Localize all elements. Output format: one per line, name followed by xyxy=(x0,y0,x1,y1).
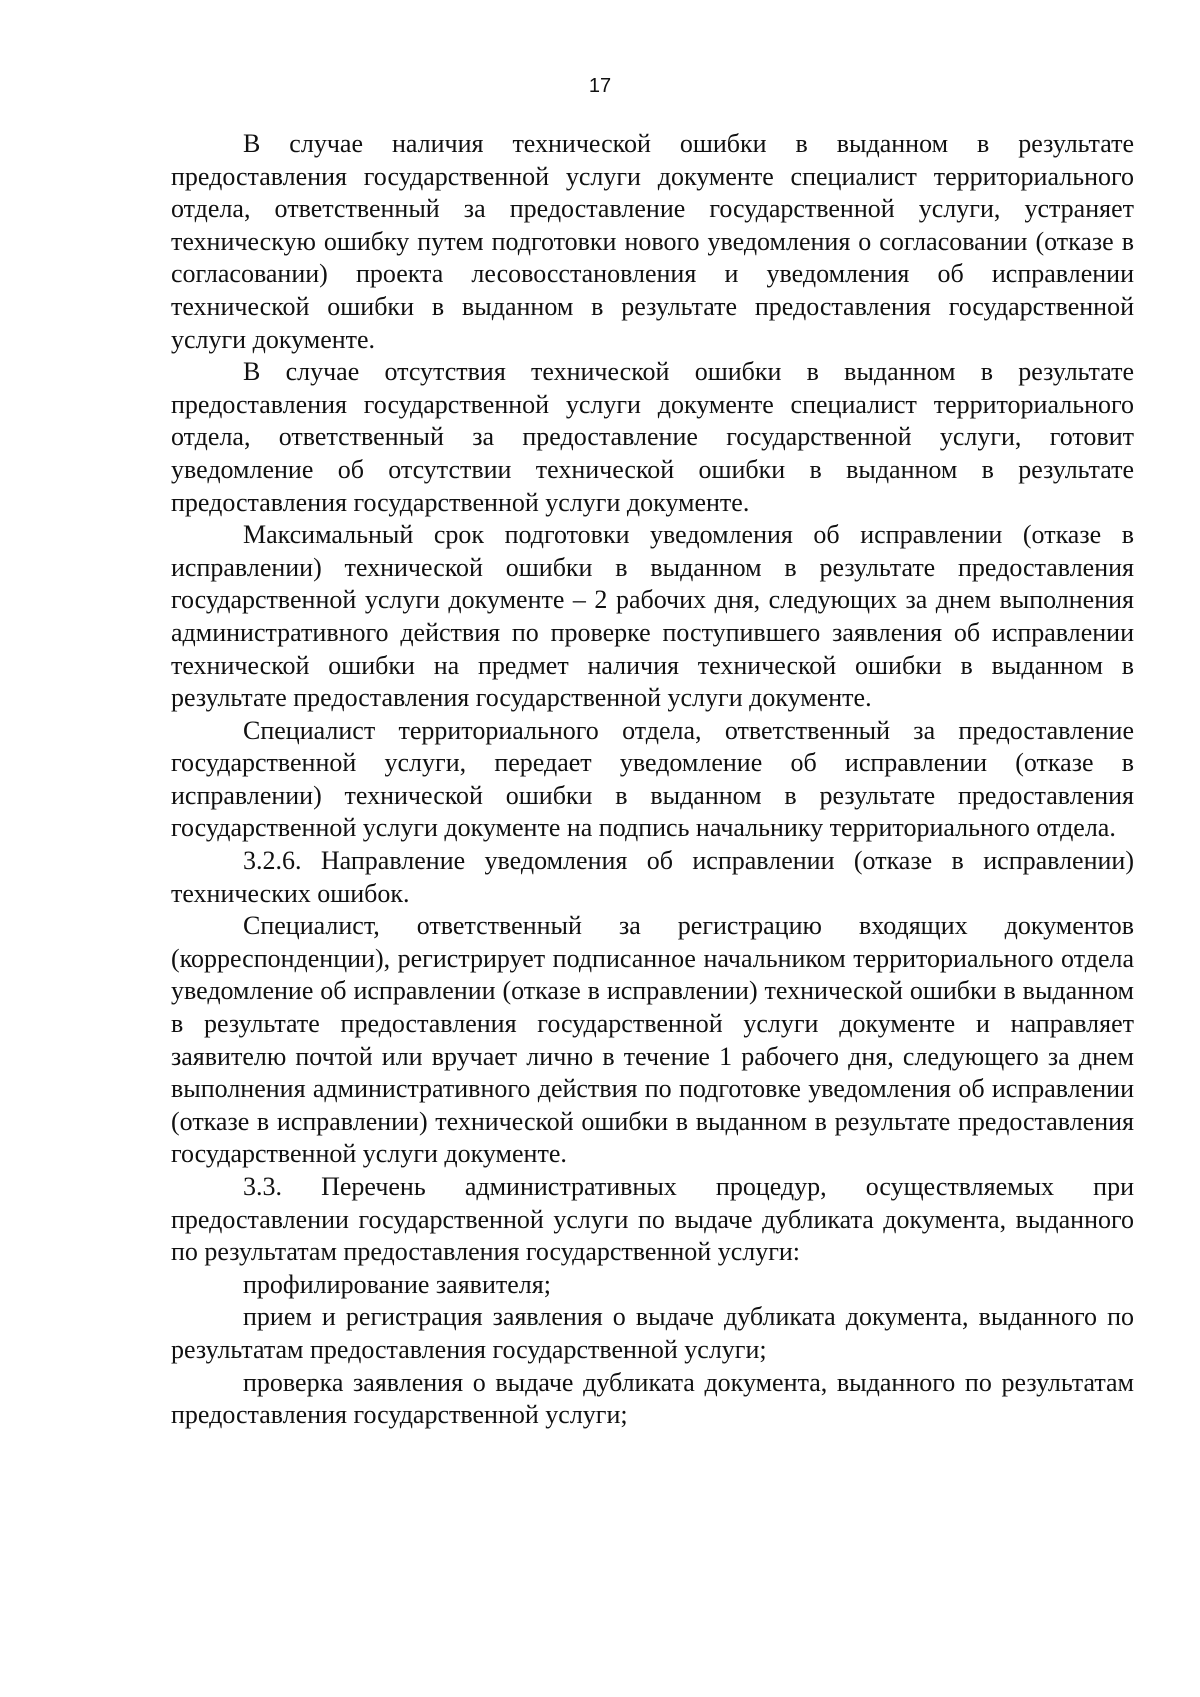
page-number: 17 xyxy=(588,75,612,97)
paragraph-registration-and-delivery: Специалист, ответственный за регистрацию входящих документов (корреспонденции), регистрирует подписанное начальником территориального отдела уведомление об исправлении (отказе в исправлении) технической ошибки в выданном в результате предоставления государственной услуги документе и направляет заявителю почтой или вручает лично в течение 1 рабочего дня, следующего за днем выполнения административного действия по подготовке уведомления об исправлении (отказе в исправлении) технической ошибки в выданном в результате предоставления государственной услуги документе. xyxy=(171,911,1134,1169)
list-item-application-check: проверка заявления о выдаче дубликата документа, выданного по результатам предоставления государственной услуги; xyxy=(171,1367,1134,1430)
list-item-applicant-profiling: профилирование заявителя; xyxy=(243,1269,551,1299)
paragraph-max-deadline: Максимальный срок подготовки уведомления об исправлении (отказе в исправлении) технической ошибки в выданном в результате предоставления государственной услуги документе – 2 рабочих дня, следующих за днем выполнения административного действия по проверке поступившего заявления об исправлении технической ошибки на предмет наличия технической ошибки в выданном в результате предоставления государственной услуги документе. xyxy=(171,520,1134,713)
section-heading-3-3: 3.3. Перечень административных процедур, осуществляемых при предоставлении государственной услуги по выдаче дубликата документа, выданного по результатам предоставления государственной услуги: xyxy=(171,1172,1134,1267)
section-heading-3-2-6: 3.2.6. Направление уведомления об исправлении (отказе в исправлении) технических ошибок. xyxy=(171,846,1134,908)
paragraph-technical-error-correction: В случае наличия технической ошибки в выданном в результате предоставления государственной услуги документе специалист территориального отдела, ответственный за предоставление государственной услуги, устраняет техническую ошибку путем подготовки нового уведомления о согласовании (отказе в согласовании) проекта лесовосстановления и уведомления об исправлении технической ошибки в выданном в результате предоставления государственной услуги документе. xyxy=(171,129,1134,354)
paragraph-notification-signing: Специалист территориального отдела, ответственный за предоставление государственной услуги, передает уведомление об исправлении (отказе в исправлении) технической ошибки в выданном в результате предоставления государственной услуги документе на подпись начальнику территориального отдела. xyxy=(171,715,1134,843)
document-body xyxy=(171,128,1134,1432)
list-item-application-receipt: прием и регистрация заявления о выдаче дубликата документа, выданного по результатам предоставления государственной услуги; xyxy=(171,1302,1134,1364)
paragraph-no-technical-error: В случае отсутствия технической ошибки в выданном в результате предоставления государственной услуги документе специалист территориального отдела, ответственный за предоставление государственной услуги, готовит уведомление об отсутствии технической ошибки в выданном в результате предоставления государственной услуги документе. xyxy=(171,357,1134,517)
